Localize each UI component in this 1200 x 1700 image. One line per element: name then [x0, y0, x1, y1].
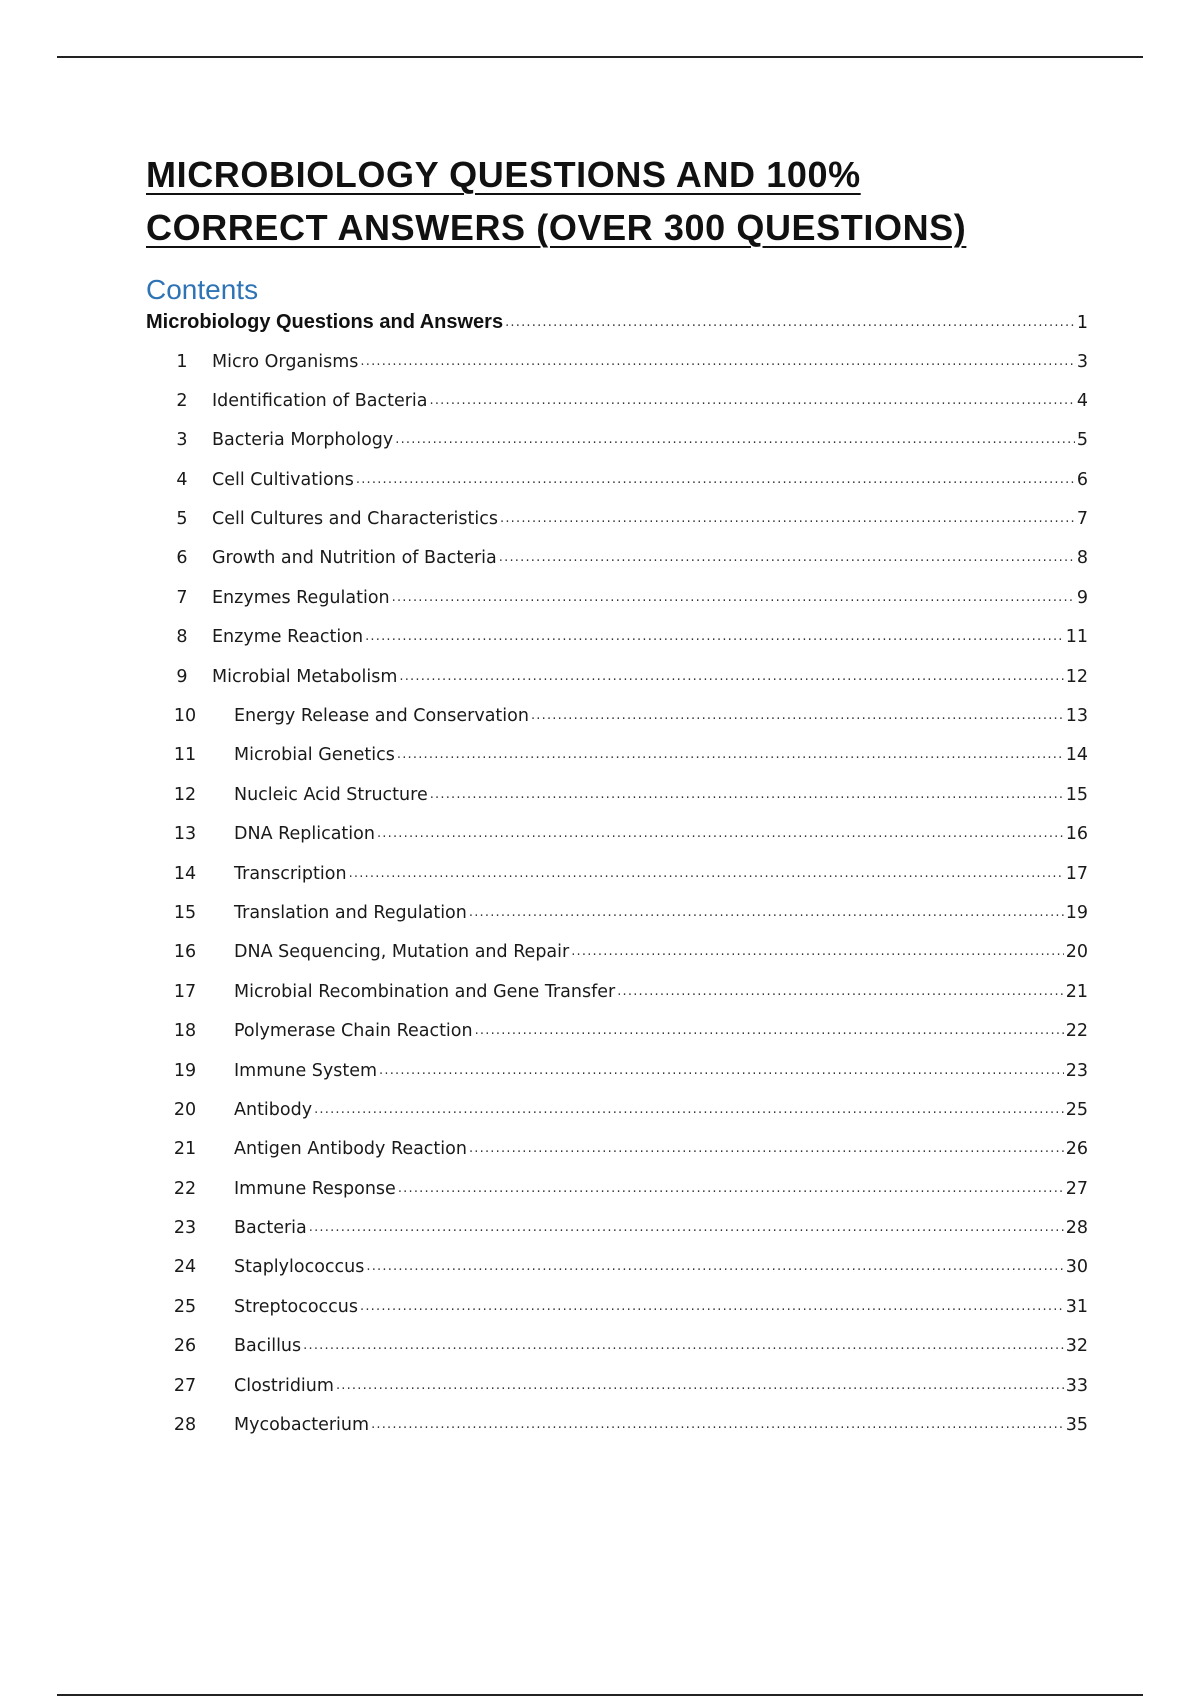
toc-entry-page: 5: [1076, 430, 1088, 451]
toc-entry-number: 11: [173, 745, 197, 766]
toc-entry-page: 32: [1065, 1336, 1088, 1357]
toc-entry-title: Transcription: [234, 863, 347, 884]
header-rule: [57, 56, 1143, 58]
toc-entry-number: 8: [176, 627, 188, 648]
toc-entry-page: 9: [1076, 587, 1088, 608]
toc-entry-page: 14: [1065, 745, 1088, 766]
toc-entry-number: 18: [173, 1021, 197, 1042]
toc-entry-number: 21: [173, 1139, 197, 1160]
toc-leader-dots: [360, 349, 1074, 367]
toc-leader-dots: [395, 428, 1075, 446]
toc-entry-page: 3: [1076, 351, 1088, 372]
toc-entry-number: 15: [173, 902, 197, 923]
toc-entry-page: 35: [1065, 1415, 1088, 1436]
toc-entry[interactable]: [146, 1294, 1088, 1333]
toc-entry-page: 31: [1065, 1296, 1088, 1317]
toc-entry-page: 19: [1065, 902, 1088, 923]
toc-entry-title: Growth and Nutrition of Bacteria: [212, 548, 497, 569]
toc-entry-number: 1: [176, 351, 188, 372]
toc-leader-dots: [366, 1255, 1063, 1273]
toc-entry-number: 27: [173, 1375, 197, 1396]
toc-entry-page: 33: [1065, 1375, 1088, 1396]
toc-leader-dots: [571, 940, 1064, 958]
toc-entry-page: 27: [1065, 1178, 1088, 1199]
toc-leader-dots: [360, 1294, 1064, 1312]
toc-leader-dots: [349, 861, 1064, 879]
toc-entry-number: 7: [176, 587, 188, 608]
toc-entry-title: Micro Organisms: [212, 351, 359, 372]
toc-entry[interactable]: [146, 1216, 1088, 1255]
toc-entry[interactable]: [146, 1137, 1088, 1176]
toc-entry-page: 13: [1065, 706, 1088, 727]
toc-leader-dots: [430, 782, 1064, 800]
toc-entry-page: 7: [1076, 509, 1088, 530]
toc-entry-title: Cell Cultures and Characteristics: [212, 509, 498, 530]
toc-entry-number: 28: [173, 1415, 197, 1436]
toc-entry-number: 17: [173, 981, 197, 1002]
document-title-line-2: CORRECT ANSWERS (OVER 300 QUESTIONS): [146, 207, 967, 248]
toc-leader-dots: [500, 507, 1075, 525]
toc-entry-page: 16: [1065, 824, 1088, 845]
toc-entry[interactable]: [146, 1255, 1088, 1294]
toc-entry-number: 14: [173, 863, 197, 884]
contents-heading: Contents: [146, 274, 259, 305]
toc-entry-title: Microbial Metabolism: [212, 666, 398, 687]
toc-entry-page: 26: [1065, 1139, 1088, 1160]
toc-entry-number: 22: [173, 1178, 197, 1199]
toc-entry-title: Antigen Antibody Reaction: [234, 1139, 467, 1160]
toc-main-entry[interactable]: [146, 308, 1088, 349]
toc-entry[interactable]: [146, 1058, 1088, 1097]
toc-entry-title: Microbial Recombination and Gene Transfer: [234, 981, 616, 1002]
toc-leader-dots: [469, 1137, 1064, 1155]
toc-entry[interactable]: [146, 861, 1088, 900]
toc-entry-number: 24: [173, 1257, 197, 1278]
toc-entry-title: Immune System: [234, 1060, 378, 1081]
footer-rule: [57, 1694, 1143, 1696]
toc-entry-title: Clostridium: [234, 1375, 334, 1396]
document-title: [146, 148, 1106, 254]
toc-entry[interactable]: [146, 940, 1088, 979]
toc-entry[interactable]: [146, 900, 1088, 939]
toc-entry-page: 25: [1065, 1099, 1088, 1120]
toc-entry-number: 9: [176, 666, 188, 687]
toc-leader-dots: [531, 704, 1064, 722]
toc-leader-dots: [430, 388, 1075, 406]
toc-leader-dots: [336, 1373, 1064, 1391]
toc-entry-number: 10: [173, 706, 197, 727]
toc-entry[interactable]: [146, 1334, 1088, 1373]
table-of-contents: [146, 308, 1088, 1452]
toc-entry[interactable]: [146, 822, 1088, 861]
toc-entry-title: DNA Replication: [234, 824, 375, 845]
toc-entry[interactable]: [146, 349, 1088, 388]
toc-entry[interactable]: [146, 428, 1088, 467]
toc-entry-title: Polymerase Chain Reaction: [234, 1021, 473, 1042]
toc-entry-number: 6: [176, 548, 188, 569]
toc-entry[interactable]: [146, 664, 1088, 703]
toc-entry-title: Staplylococcus: [234, 1257, 365, 1278]
document-title-line-1: MICROBIOLOGY QUESTIONS AND 100%: [146, 154, 861, 195]
toc-entry-title: Bacteria: [234, 1218, 307, 1239]
toc-leader-dots: [377, 822, 1064, 840]
toc-entry-page: 4: [1076, 390, 1088, 411]
toc-entry-page: 21: [1065, 981, 1088, 1002]
toc-entry[interactable]: [146, 1097, 1088, 1136]
toc-entry-number: 4: [176, 469, 188, 490]
toc-entry-title: Immune Response: [234, 1178, 396, 1199]
toc-entry-page: 30: [1065, 1257, 1088, 1278]
toc-entry-title: Nucleic Acid Structure: [234, 784, 428, 805]
toc-entry-page: 23: [1065, 1060, 1088, 1081]
toc-entry[interactable]: [146, 388, 1088, 427]
toc-entry-page: 12: [1065, 666, 1088, 687]
toc-leader-dots: [399, 664, 1063, 682]
toc-leader-dots: [475, 1019, 1064, 1037]
toc-entry-number: 3: [176, 430, 188, 451]
toc-entry-page: 22: [1065, 1021, 1088, 1042]
toc-entry-page: 8: [1076, 548, 1088, 569]
toc-entry[interactable]: [146, 1176, 1088, 1215]
toc-entry-title: Translation and Regulation: [234, 902, 467, 923]
toc-entry-page: 6: [1076, 469, 1088, 490]
toc-leader-dots: [499, 546, 1075, 564]
toc-entry[interactable]: [146, 507, 1088, 546]
toc-entry[interactable]: [146, 782, 1088, 821]
toc-entry-title: Enzyme Reaction: [212, 627, 364, 648]
toc-leader-dots: [469, 900, 1064, 918]
toc-leader-dots: [392, 585, 1075, 603]
toc-entry-title: Energy Release and Conservation: [234, 706, 529, 727]
toc-leader-dots: [303, 1334, 1064, 1352]
toc-entry-number: 23: [173, 1218, 197, 1239]
toc-entry-page: 28: [1065, 1218, 1088, 1239]
toc-entry[interactable]: [146, 1373, 1088, 1412]
toc-entry-number: 19: [173, 1060, 197, 1081]
toc-entry[interactable]: [146, 625, 1088, 664]
toc-entry-title: Antibody: [234, 1099, 313, 1120]
toc-entry-number: 26: [173, 1336, 197, 1357]
toc-entry-number: 2: [176, 390, 188, 411]
toc-leader-dots: [617, 979, 1064, 997]
toc-leader-dots: [505, 308, 1075, 328]
toc-entry-number: 5: [176, 509, 188, 530]
toc-leader-dots: [365, 625, 1064, 643]
toc-entry-title: Cell Cultivations: [212, 469, 354, 490]
toc-entry[interactable]: [146, 743, 1088, 782]
toc-entry[interactable]: [146, 546, 1088, 585]
toc-entry[interactable]: [146, 979, 1088, 1018]
toc-entry-title: DNA Sequencing, Mutation and Repair: [234, 942, 570, 963]
toc-entry[interactable]: [146, 704, 1088, 743]
toc-entry-title: Microbial Genetics: [234, 745, 395, 766]
toc-leader-dots: [397, 743, 1064, 761]
toc-entry-page: 11: [1065, 627, 1088, 648]
toc-entry-title: Bacillus: [234, 1336, 302, 1357]
toc-leader-dots: [356, 467, 1075, 485]
toc-entry-number: 16: [173, 942, 197, 963]
toc-entry-number: 13: [173, 824, 197, 845]
toc-entry-number: 20: [173, 1099, 197, 1120]
toc-entry-page: 1: [1076, 313, 1088, 333]
toc-entry-page: 20: [1065, 942, 1088, 963]
toc-entry-title: Streptococcus: [234, 1296, 359, 1317]
toc-entry-page: 15: [1065, 784, 1088, 805]
toc-leader-dots: [371, 1413, 1064, 1431]
toc-leader-dots: [309, 1216, 1064, 1234]
toc-leader-dots: [379, 1058, 1064, 1076]
toc-entry-title: Mycobacterium: [234, 1415, 370, 1436]
toc-entry-number: 25: [173, 1296, 197, 1317]
toc-entry-title: Bacteria Morphology: [212, 430, 394, 451]
toc-entry[interactable]: [146, 585, 1088, 624]
toc-entry-page: 17: [1065, 863, 1088, 884]
toc-leader-dots: [398, 1176, 1064, 1194]
toc-entry[interactable]: [146, 1413, 1088, 1452]
toc-entry-title: Identification of Bacteria: [212, 390, 428, 411]
toc-leader-dots: [314, 1097, 1064, 1115]
toc-entry-title: Enzymes Regulation: [212, 587, 390, 608]
toc-entry-number: 12: [173, 784, 197, 805]
toc-entry[interactable]: [146, 467, 1088, 506]
toc-entry-title: Microbiology Questions and Answers: [146, 311, 504, 333]
toc-entry[interactable]: [146, 1019, 1088, 1058]
